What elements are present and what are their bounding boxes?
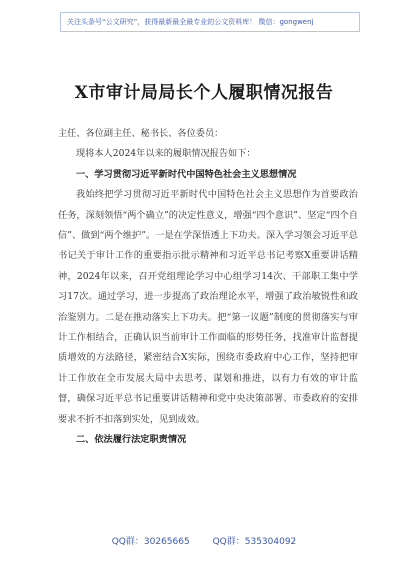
intro-paragraph: 现将本人2024年以来的履职情况报告如下： xyxy=(76,148,256,160)
section-heading-2: 二、依法履行法定职责情况 xyxy=(76,434,187,446)
salutation: 主任、各位副主任、秘书长、各位委员： xyxy=(58,128,224,139)
header-banner: 关注头条号“公文研究”，获得最新最全最专业的公文资料库！ 微信：gongwenj xyxy=(60,12,360,32)
footer-qq-group-1: QQ群：30265665 xyxy=(111,537,190,547)
section-heading-1: 一、学习贯彻习近平新时代中国特色社会主义思想情况 xyxy=(76,168,297,180)
document-title: X市审计局局长个人履职情况报告 xyxy=(74,83,334,103)
document-body xyxy=(58,124,358,451)
section-paragraph-1: 我始终把学习贯彻习近平新时代中国特色社会主义思想作为首要政治任务，深刻领悟“两个确立”的决定性意义，增强“四个意识”、坚定“四个自信”、做到“两个维护”。一是在学深悟透上下功夫。深入学习领会习近平总书记关于审计工作的重要指示批示精神和习近平总书记考察X重要讲话精神，2024年以来，召开党组理论学习中心组学习14次、干部职工集中学习17次。通过学习，进一步提高了政治理论水平，增强了政治敏锐性和政治鉴别力。二是在推动落实上下功夫。把“第一议题”制度的贯彻落实与审计工作相结合，正确认识当前审计工作面临的形势任务，找准审计监督提质增效的方法路径，紧密结合X实际，围绕市委政府中心工作，坚持把审计工作放在全市发展大局中去思考、谋划和推进，以有力有效的审计监督，确保习近平总书记重要讲话精神和党中央决策部署、市委政府的安排要求不折不扣落到实处，见到成效。 xyxy=(58,189,358,425)
footer-qq-group-2: QQ群：535304092 xyxy=(212,537,297,547)
footer-contacts xyxy=(0,534,408,547)
